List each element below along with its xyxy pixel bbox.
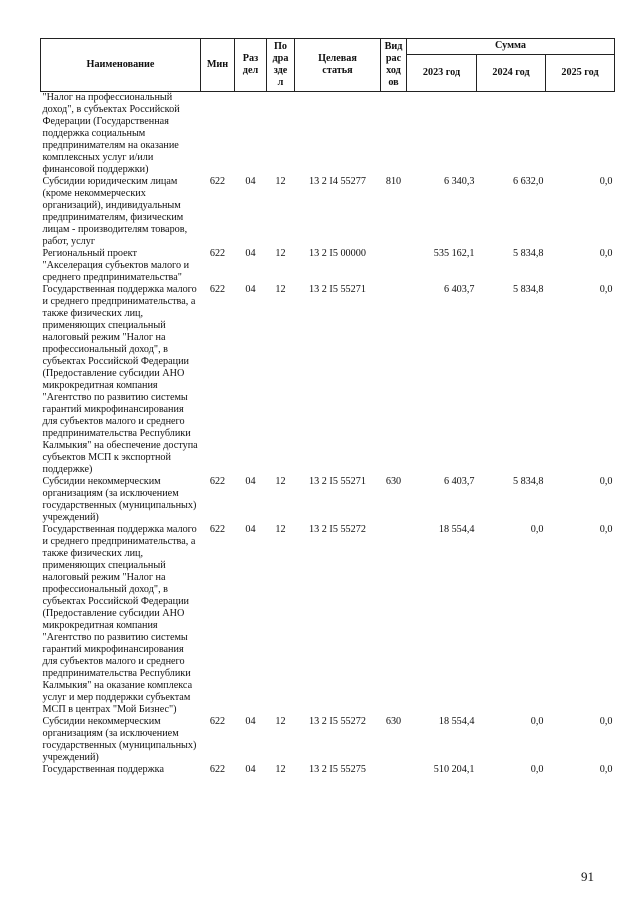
cell-podrazdel: 12 bbox=[275, 248, 286, 259]
header-2023: 2023 год bbox=[407, 54, 477, 91]
cell-vid bbox=[381, 524, 407, 716]
cell-target: 13 2 I4 55277 bbox=[309, 176, 366, 187]
cell-y2024: 0,0 bbox=[530, 524, 544, 535]
cell-min bbox=[201, 92, 235, 177]
header-2025: 2025 год bbox=[546, 54, 615, 91]
cell-target: 13 2 I5 55275 bbox=[309, 764, 366, 775]
table-row bbox=[41, 284, 615, 476]
cell-y2023 bbox=[407, 92, 477, 177]
cell-name: Субсидии юридическим лицам (кроме некоммерческих организаций), индивидуальным предпринимателям, физическим лицам - производителям товаров, работ, услуг bbox=[42, 176, 188, 247]
page-number: 91 bbox=[581, 869, 594, 884]
cell-target: 13 2 I5 00000 bbox=[309, 248, 366, 259]
table-row bbox=[41, 716, 615, 764]
cell-y2023: 6 403,7 bbox=[443, 284, 475, 295]
cell-y2025: 0,0 bbox=[599, 764, 613, 775]
cell-y2024: 5 834,8 bbox=[512, 248, 544, 259]
cell-y2024: 5 834,8 bbox=[512, 476, 544, 487]
header-min: Мин bbox=[201, 39, 235, 92]
cell-y2023: 6 340,3 bbox=[443, 176, 475, 187]
cell-min: 622 bbox=[209, 248, 226, 259]
cell-y2025: 0,0 bbox=[599, 176, 613, 187]
cell-podrazdel bbox=[267, 92, 295, 177]
cell-target bbox=[295, 92, 381, 177]
cell-vid bbox=[381, 248, 407, 284]
header-razdel: Раз дел bbox=[235, 39, 267, 92]
cell-min: 622 bbox=[209, 284, 226, 295]
cell-y2025 bbox=[546, 92, 615, 177]
cell-podrazdel: 12 bbox=[275, 176, 286, 187]
cell-min: 622 bbox=[209, 764, 226, 775]
cell-podrazdel: 12 bbox=[275, 716, 286, 727]
cell-min: 622 bbox=[209, 524, 226, 535]
cell-vid bbox=[381, 284, 407, 476]
cell-y2023: 18 554,4 bbox=[438, 716, 475, 727]
cell-y2024: 5 834,8 bbox=[512, 284, 544, 295]
cell-vid: 630 bbox=[385, 476, 402, 487]
cell-razdel: 04 bbox=[245, 284, 256, 295]
cell-target: 13 2 I5 55272 bbox=[309, 716, 366, 727]
cell-y2024: 6 632,0 bbox=[512, 176, 544, 187]
cell-y2025: 0,0 bbox=[599, 524, 613, 535]
table-row bbox=[41, 92, 615, 177]
cell-target: 13 2 I5 55271 bbox=[309, 476, 366, 487]
table-row bbox=[41, 176, 615, 248]
cell-podrazdel: 12 bbox=[275, 284, 286, 295]
cell-target: 13 2 I5 55271 bbox=[309, 284, 366, 295]
cell-vid bbox=[381, 92, 407, 177]
cell-name: "Налог на профессиональный доход", в субъектах Российской Федерации (Государственная поддержка социальным предпринимателям на оказание комплексных услуг и/или финансовой поддержки) bbox=[42, 92, 180, 175]
cell-y2023: 510 204,1 bbox=[433, 764, 475, 775]
cell-name: Государственная поддержка малого и среднего предпринимательства, а также физических лиц, применяющих специальный налоговый режим "Налог на профессиональный доход", в субъектах Российской Федерации (Предоставление субсидии АНО микрокредитная компания "Агентство по развитию системы гарантий микрофинансирования для субъектов малого и среднего предпринимательства Республики Калмыкия" на оказание комплекса услуг и мер поддержки субъектам МСП в центрах "Мой Бизнес") bbox=[42, 524, 197, 715]
cell-podrazdel: 12 bbox=[275, 764, 286, 775]
budget-table bbox=[40, 38, 615, 776]
cell-razdel: 04 bbox=[245, 524, 256, 535]
header-sum: Сумма bbox=[407, 39, 615, 55]
cell-y2025: 0,0 bbox=[599, 476, 613, 487]
cell-y2023: 18 554,4 bbox=[438, 524, 475, 535]
table-row bbox=[41, 524, 615, 716]
cell-vid bbox=[381, 764, 407, 776]
cell-razdel: 04 bbox=[245, 248, 256, 259]
cell-razdel bbox=[235, 92, 267, 177]
cell-name: Субсидии некоммерческим организациям (за исключением государственных (муниципальных) учреждений) bbox=[42, 476, 197, 523]
cell-name: Субсидии некоммерческим организациям (за исключением государственных (муниципальных) учреждений) bbox=[42, 716, 197, 763]
table-row bbox=[41, 764, 615, 776]
cell-podrazdel: 12 bbox=[275, 476, 286, 487]
cell-min: 622 bbox=[209, 476, 226, 487]
cell-razdel: 04 bbox=[245, 716, 256, 727]
cell-razdel: 04 bbox=[245, 476, 256, 487]
header-name: Наименование bbox=[41, 39, 201, 92]
cell-y2024: 0,0 bbox=[530, 764, 544, 775]
header-2024: 2024 год bbox=[477, 54, 546, 91]
header-podrazdel: По дра зде л bbox=[267, 39, 295, 92]
cell-name: Государственная поддержка bbox=[42, 764, 164, 775]
cell-target: 13 2 I5 55272 bbox=[309, 524, 366, 535]
cell-y2023: 535 162,1 bbox=[433, 248, 475, 259]
cell-name: Государственная поддержка малого и среднего предпринимательства, а также физических лиц, применяющих специальный налоговый режим "Налог на профессиональный доход", в субъектах Российской Федерации (Предоставление субсидии АНО микрокредитная компания "Агентство по развитию системы гарантий микрофинансирования для субъектов малого и среднего предпринимательства Республики Калмыкия" на обеспечение доступа субъектов МСП к экспортной поддержке) bbox=[42, 284, 198, 475]
cell-y2024: 0,0 bbox=[530, 716, 544, 727]
table-row bbox=[41, 476, 615, 524]
cell-y2025: 0,0 bbox=[599, 716, 613, 727]
table-body bbox=[41, 92, 615, 777]
cell-y2025: 0,0 bbox=[599, 248, 613, 259]
cell-vid: 630 bbox=[385, 716, 402, 727]
header-target: Целевая статья bbox=[295, 39, 381, 92]
cell-y2025: 0,0 bbox=[599, 284, 613, 295]
cell-min: 622 bbox=[209, 176, 226, 187]
cell-vid: 810 bbox=[385, 176, 402, 187]
header-vid: Вид рас ход ов bbox=[381, 39, 407, 92]
cell-razdel: 04 bbox=[245, 764, 256, 775]
document-page bbox=[40, 38, 614, 776]
cell-name: Региональный проект "Акселерация субъектов малого и среднего предпринимательства" bbox=[42, 248, 190, 283]
cell-podrazdel: 12 bbox=[275, 524, 286, 535]
cell-y2023: 6 403,7 bbox=[443, 476, 475, 487]
cell-y2024 bbox=[477, 92, 546, 177]
cell-min: 622 bbox=[209, 716, 226, 727]
table-row bbox=[41, 248, 615, 284]
cell-razdel: 04 bbox=[245, 176, 256, 187]
